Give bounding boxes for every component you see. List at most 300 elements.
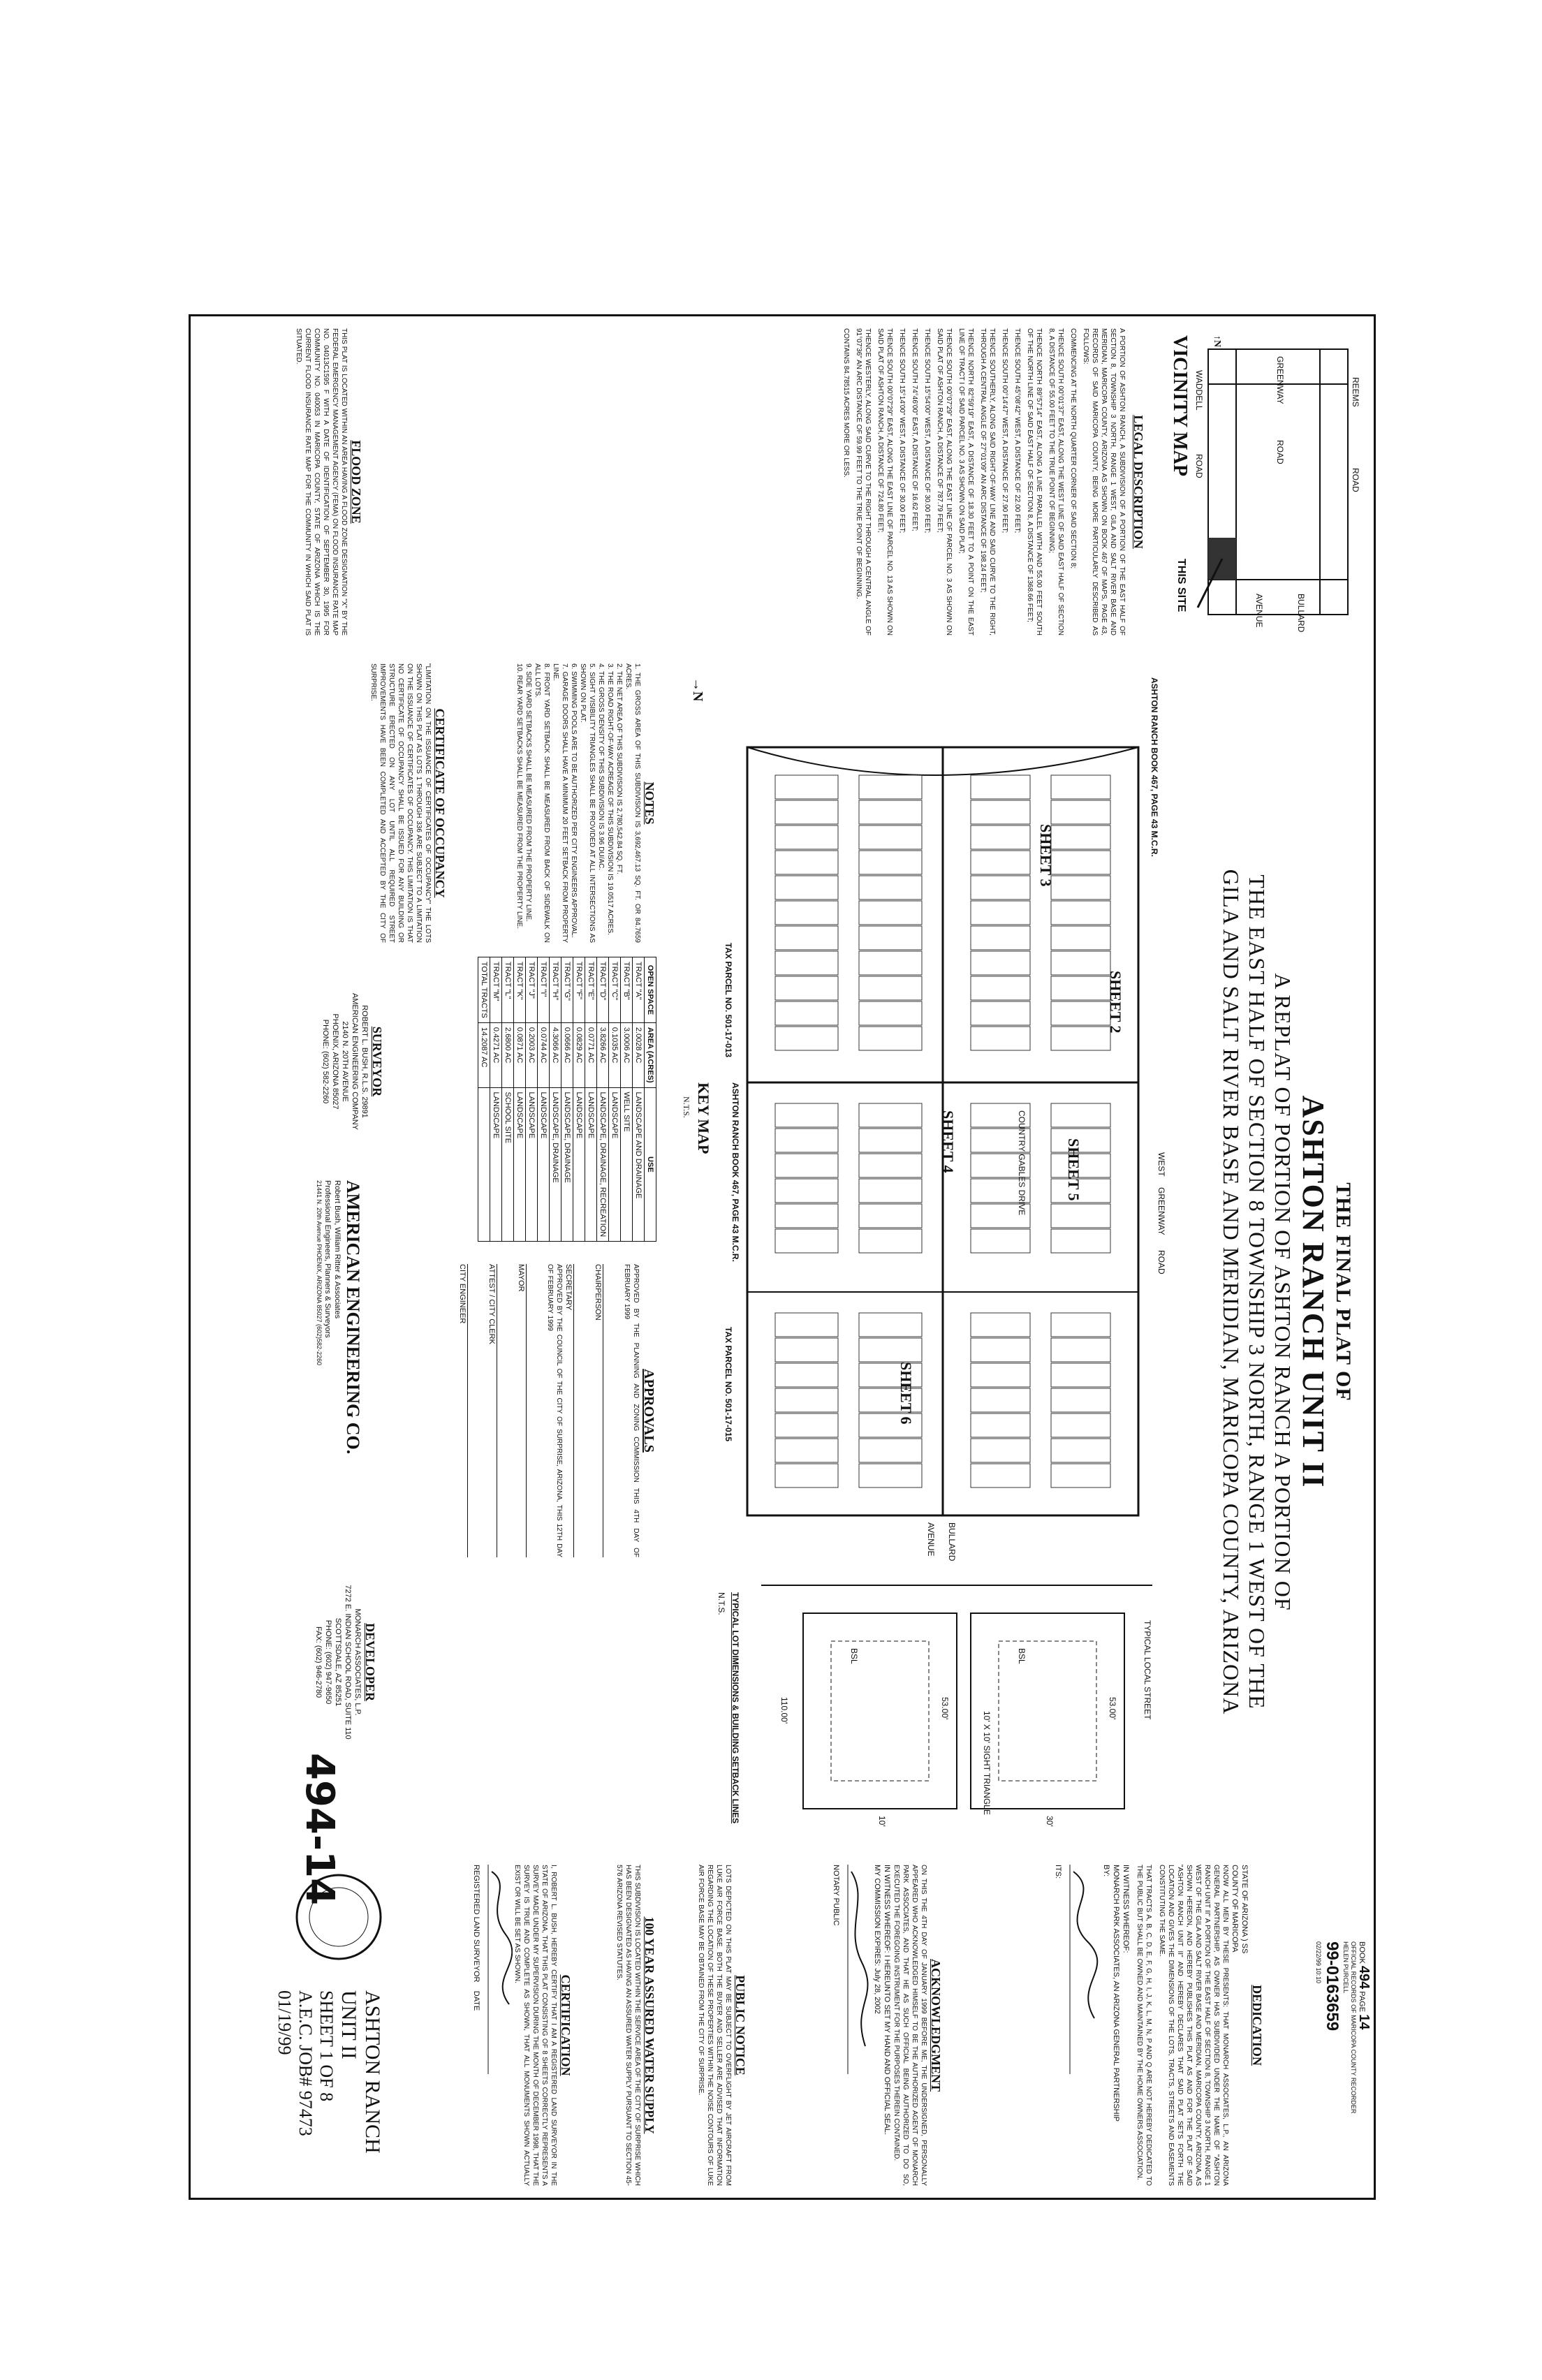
north-label: N xyxy=(1212,340,1222,348)
typical-lot-title: TYPICAL LOT DIMENSIONS & BUILDING SETBACK LINES xyxy=(730,1592,740,1824)
street-bullard: BULLARD xyxy=(947,1522,957,1562)
legal-paragraph: THENCE NORTH 89°57'14" EAST, ALONG A LINE PARALLEL WITH AND 55.00 FEET SOUTH OF THE NORTH LINE OF SAID EAST HALF OF SECTION 8, A DISTANCE OF 1368.66 FEET; xyxy=(1026,328,1043,636)
vicinity-map xyxy=(1152,328,1362,636)
table-cell: 0.4271 AC xyxy=(490,1022,502,1087)
typical-dim-3: 53.00' xyxy=(940,1697,950,1720)
vicinity-street-8: AVENUE xyxy=(1254,594,1264,628)
table-cell: 0.0744 AC xyxy=(538,1022,550,1087)
certification-title: CERTIFICATION xyxy=(559,1974,573,2076)
sheet-title-block xyxy=(274,1990,384,2186)
occupancy-text: "LIMITATION ON THE ISSUANCE OF CERTIFICATES OF OCCUPANCY" THE LOTS SHOWN ON THIS PLAT AS LOTS 1 THROUGH 336 ARE SUBJECT TO A LIMITATION ON THE ISSUANCE OF CERTIFICATES OF OCCUPANCY. THIS LIMITATION IS THAT NO CERTIFICATE OF OCCUPANCY SHALL BE ISSUED FOR ANY BUILDING OR STRUCTURE ERECTED ON ANY LOT UNTIL ALL REQUIRED STREET IMPROVEMENTS HAVE BEEN COMPLETED AND ACCEPTED BY THE CITY OF SURPRISE. xyxy=(369,663,432,943)
surveyor-title: SURVEYOR xyxy=(370,1026,384,1097)
lot-parcel xyxy=(775,1229,838,1253)
lot-parcel xyxy=(775,825,838,849)
surveyor-block xyxy=(321,957,384,1166)
typical-bsl-2: BSL xyxy=(849,1648,859,1664)
table-row xyxy=(573,957,585,1242)
table-cell: TRACT "C" xyxy=(609,957,621,1023)
lot-parcel xyxy=(971,1388,1030,1412)
lot-parcel xyxy=(1051,825,1110,849)
lot-parcel xyxy=(971,1338,1030,1362)
lot-parcel xyxy=(859,1439,922,1462)
note-item: 8. FRONT YARD SETBACK SHALL BE MEASURED FROM BACK OF SIDEWALK ON ALL LOTS. xyxy=(534,663,550,943)
recording-stamp: BOOK 494 PAGE 14 OFFICIAL RECORDS OF MARICOPA COUNTY RECORDER HELEN PURCELL 99-0163659 02/22/99 10:10 xyxy=(1314,1941,1369,2186)
sheet-label-6: SHEET 6 xyxy=(897,1362,915,1425)
table-row xyxy=(633,957,645,1242)
lot-parcel xyxy=(1051,1388,1110,1412)
lot-parcel xyxy=(971,851,1030,874)
approvals: APPROVALS APPROVED BY THE PLANNING AND ZONING COMMISSION THIS 4TH DAY OF FEBRUARY 1999 CHAIRPERSON SECRETARY APPROVED BY THE COUNCIL OF THE CITY OF SURPRISE, ARIZONA, THIS 12TH DAY OF FEBRUARY 1999 MAYOR ATTEST / CITY CLERK CITY ENGINEER xyxy=(458,1264,656,1557)
typical-bsl-1: BSL xyxy=(1017,1648,1027,1664)
registered-label: REGISTERED LAND SURVEYOR xyxy=(472,1865,480,1983)
acknowledgment xyxy=(831,1865,943,2186)
legal-paragraph: THENCE SOUTHERLY, ALONG SAID RIGHT-OF-WAY LINE AND SAID CURVE TO THE RIGHT, THROUGH A CENTRAL ANGLE OF 27°01'09" AN ARC DISTANCE OF 198.24 FEET; xyxy=(979,328,996,636)
lot-parcel xyxy=(1051,851,1110,874)
acknowledgment-text: ON THIS THE 4TH DAY OF JANUARY 1999 BEFORE ME, THE UNDERSIGNED, PERSONALLY APPEARED WHO ACKNOWLEDGED HIMSELF TO BE THE AUTHORIZED AGENT OF MONARCH PARK ASSOCIATES, AND THAT HE AS SUCH OFFICIAL BEING AUTHORIZED TO DO SO, EXECUTED THE FOREGOING INSTRUMENT FOR THE PURPOSES THEREIN CONTAINED. xyxy=(893,1865,927,2186)
lot-parcel xyxy=(1051,876,1110,899)
table-cell: TRACT "E" xyxy=(585,957,597,1023)
dedication-text: KNOW ALL MEN BY THESE PRESENTS: THAT MONARCH ASSOCIATES, L.P., AN ARIZONA GENERAL PARTNERSHIP, AS OWNER HAS SUBDIVIDED UNDER THE NAME OF "ASHTON RANCH UNIT II" A PORTION OF THE EAST HALF OF SECTION 8, TOWNSHIP 3 NORTH, RANGE 1 WEST OF THE GILA AND SALT RIVER BASE AND MERIDIAN, MARICOPA COUNTY, ARIZONA, AS SHOWN HEREON, AND HEREBY PUBLISHES THIS PLAT AS AND FOR THE PLAT OF SAID "ASHTON RANCH UNIT II" AND HEREBY DECLARES THAT SAID PLAT SETS FORTH THE LOCATION AND GIVES THE DIMENSIONS OF THE LOTS, TRACTS, STREETS AND EASEMENTS CONSTITUTING THE SAME. xyxy=(1158,1865,1229,2186)
note-item: 9. SIDE YARD SETBACKS SHALL BE MEASURED FROM THE PROPERTY LINE. xyxy=(524,663,532,922)
title-block-sheet: SHEET 1 OF 8 xyxy=(316,1990,337,2102)
dedication-county: COUNTY OF MARICOPA xyxy=(1231,1865,1239,1953)
table-header: AREA (ACRES) xyxy=(645,1022,656,1087)
secretary-label: SECRETARY xyxy=(564,1264,573,1311)
address-line: SCOTTSDALE, AZ 85251 xyxy=(334,1617,342,1707)
lot-parcel xyxy=(971,1413,1030,1437)
water-text: THIS SUBDIVISION IS LOCATED WITHIN THE SERVICE AREA OF THE CITY OF SURPRISE WHICH HAS BEEN DESIGNATED AS HAVING AN ASSURED WATER SUPPLY PURSUANT TO SECTION 45-576 ARIZONA REVISED STATUTES. xyxy=(615,1865,641,2186)
lot-parcel xyxy=(971,1439,1030,1462)
surveyor-signature xyxy=(485,1865,513,2074)
lot-parcel xyxy=(1051,1464,1110,1488)
table-cell: SCHOOL SITE xyxy=(502,1087,514,1242)
address-line: FAX: (602) 946-2780 xyxy=(314,1626,323,1698)
note-item: 1. THE GROSS AREA OF THIS SUBDIVISION IS 3,692,467.13 SQ. FT. OR 84.7659 ACRES. xyxy=(624,663,641,943)
lot-parcel xyxy=(775,926,838,950)
dedication-state: STATE OF ARIZONA xyxy=(1240,1865,1249,1937)
lot-parcel xyxy=(1051,926,1110,950)
lot-parcel xyxy=(859,951,922,975)
dedication-by: BY: xyxy=(1102,1865,1110,1877)
tax-parcel-right: TAX PARCEL NO. 501-17-015 xyxy=(724,1327,733,1442)
notes-title: NOTES xyxy=(642,781,656,825)
lot-parcel xyxy=(775,1204,838,1228)
lot-parcel xyxy=(859,926,922,950)
typical-lot-diagram xyxy=(663,1571,1166,1851)
lot-parcel xyxy=(859,1338,922,1362)
city-engineer-signature-line xyxy=(467,1264,487,1557)
lot-parcel xyxy=(1051,1338,1110,1362)
lot-parcel xyxy=(971,1229,1030,1253)
lot-parcel xyxy=(775,775,838,799)
lot-parcel xyxy=(859,775,922,799)
note-item: 7. GARAGE DOORS SHALL HAVE A MINIMUM 20 FEET SETBACK FROM PROPERTY LINE. xyxy=(552,663,568,943)
table-cell: LANDSCAPE xyxy=(514,1087,526,1242)
lot-parcel xyxy=(1051,1363,1110,1387)
lot-parcel xyxy=(859,876,922,899)
lot-parcel xyxy=(971,901,1030,925)
table-row xyxy=(490,957,502,1242)
vicinity-street-2: ROAD xyxy=(1351,468,1360,492)
street-road: ROAD xyxy=(1156,1250,1166,1275)
lot-parcel xyxy=(1051,976,1110,1000)
book-number: 494 xyxy=(1356,1965,1372,1990)
lot-parcel xyxy=(775,1439,838,1462)
developer-title: DEVELOPER xyxy=(363,1622,377,1702)
note-item: 4. THE GROSS DENSITY OF THIS SUBDIVISION IS 3.96 DU/AC. xyxy=(597,663,605,871)
commission-date: July 28, 2002 xyxy=(873,1968,881,2014)
lot-parcel xyxy=(859,901,922,925)
address-line: 7272 E. INDIAN SCHOOL ROAD, SUITE 110 xyxy=(344,1585,352,1740)
table-cell: TRACT "K" xyxy=(514,957,526,1023)
adjacent-bottom: ASHTON RANCH BOOK 467, PAGE 43 M.C.R. xyxy=(730,1082,740,1262)
address-line: PHONE: (602) 582-2260 xyxy=(321,1019,330,1104)
acknowledgment-witness: IN WITNESS WHEREOF: I HEREUNTO SET MY HAND AND OFFICIAL SEAL. xyxy=(883,1865,891,2136)
recording-recorder: HELEN PURCELL xyxy=(1342,1941,1349,1994)
vicinity-street-5: WADDELL xyxy=(1194,370,1204,411)
developer-block xyxy=(314,1557,377,1767)
lot-parcel xyxy=(775,1464,838,1488)
site-label: THIS SITE xyxy=(1175,559,1187,612)
book-label: BOOK xyxy=(1358,1941,1366,1964)
lot-parcel xyxy=(1051,775,1110,799)
table-cell: 2.0028 AC xyxy=(633,1022,645,1087)
sheet-label-4: SHEET 4 xyxy=(939,1110,957,1173)
lot-parcel xyxy=(971,1027,1030,1050)
table-cell: LANDSCAPE xyxy=(526,1087,538,1242)
mayor-signature-line xyxy=(526,1264,545,1557)
legal-paragraph: THENCE SOUTH 00°07'29" EAST, ALONG THE EAST LINE OF PARCEL NO. 13 AS SHOWN ON SAID PLAT OF ASHTON RANCH, A DISTANCE OF 724.80 FEET; xyxy=(876,328,893,636)
table-cell: WELL SITE xyxy=(621,1087,633,1242)
engineering-sub3: 21441 N. 20th Avenue PHOENIX, ARIZONA 85027 (602)582-2260 xyxy=(316,1180,323,1366)
acknowledgment-title: ACKNOWLEDGMENT xyxy=(929,1958,943,2092)
table-cell: LANDSCAPE xyxy=(490,1087,502,1242)
title-block xyxy=(1218,663,1355,1920)
lot-parcel xyxy=(859,1154,922,1177)
public-notice-text: LOTS DEPICTED ON THIS PLAT MAY BE SUBJECT TO OVERFLIGHT BY JET AIRCRAFT FROM LUKE AIR FORCE BASE. BOTH THE BUYER AND SELLER ARE ADVISED THAT INFORMATION REGARDING THE LOCATION OF THESE PROPERTIES WITHIN THE NOISE CONTOURS OF LUKE AIR FORCE BASE MAY BE OBTAINED FROM THE CITY OF SURPRISE. xyxy=(697,1865,732,2186)
note-item: 2. THE NET AREA OF THIS SUBDIVISION IS 2,780,542.84 SQ. FT. xyxy=(615,663,623,874)
notes xyxy=(515,663,656,943)
sheet-label-3: SHEET 3 xyxy=(1037,824,1055,887)
lot-parcel xyxy=(1051,1027,1110,1050)
lot-parcel xyxy=(971,1363,1030,1387)
engineering-name: AMERICAN ENGINEERING CO. xyxy=(343,1180,363,1455)
table-cell: TRACT "B" xyxy=(621,957,633,1023)
table-cell: 2.6800 AC xyxy=(502,1022,514,1087)
table-cell: TRACT "I" xyxy=(538,957,550,1023)
flood-text: THIS PLAT IS LOCATED WITHIN AN AREA HAVING A FLOOD ZONE DESIGNATION "X" BY THE FEDERAL EMERGENCY MANAGEMENT AGENCY (FEMA) ON FLOOD INSURANCE RATE MAP NO. 04013C1595 F WITH A DATE OF IDENTIFICATION OF SEPTEMBER 30, 1995 FOR COMMUNITY NO. 040053 IN MARICOPA COUNTY, STATE OF ARIZONA WHICH IS THE CURRENT FLOOD INSURANCE RATE MAP FOR THE COMMUNITY IN WHICH SAID PLAT IS SITUATED. xyxy=(295,328,348,636)
typical-lot-scale: N.T.S. xyxy=(717,1592,726,1615)
street-country-gables: COUNTRY GABLES DRIVE xyxy=(1017,1110,1027,1216)
key-map-title: KEY MAP xyxy=(695,1082,712,1154)
street-greenway: GREENWAY xyxy=(1156,1187,1166,1235)
lot-parcel xyxy=(859,1229,922,1253)
note-item: 3. THE ROAD RIGHT-OF-WAY ACREAGE OF THIS SUBDIVISION IS 19.0517 ACRES. xyxy=(606,663,614,935)
lot-parcel xyxy=(859,1464,922,1488)
lot-parcel xyxy=(775,976,838,1000)
open-space-grid xyxy=(478,957,656,1242)
lot-parcel xyxy=(1051,800,1110,824)
lot-parcel xyxy=(775,1001,838,1025)
vicinity-street-7: BULLARD xyxy=(1296,594,1306,633)
lot-parcel xyxy=(1051,1103,1110,1127)
lot-parcel xyxy=(775,1388,838,1412)
title-line-1: THE FINAL PLAT OF xyxy=(1332,1182,1355,1402)
lot-parcel xyxy=(775,800,838,824)
water-supply xyxy=(615,1865,656,2186)
sheet-label-5: SHEET 5 xyxy=(1065,1138,1082,1201)
table-row xyxy=(597,957,609,1242)
legal-paragraph: THENCE SOUTH 00°07'29" EAST, ALONG THE EAST LINE OF PARCEL NO. 3 AS SHOWN ON SAID PLAT OF ASHTON RANCH, A DISTANCE OF 787.79 FEET; xyxy=(936,328,953,636)
certification xyxy=(471,1865,573,2186)
table-row xyxy=(585,957,597,1242)
flood-title: FLOOD ZONE xyxy=(349,440,363,524)
lot-parcel xyxy=(775,851,838,874)
public-notice-title: PUBLIC NOTICE xyxy=(733,1975,747,2076)
vicinity-map-title: VICINITY MAP xyxy=(1169,335,1191,476)
typical-dim-4: 110.00' xyxy=(779,1697,789,1724)
title-block-name: ASHTON RANCH xyxy=(361,1990,384,2154)
title-line-4: THE EAST HALF OF SECTION 8 TOWNSHIP 3 NORTH, RANGE 1 WEST OF THE xyxy=(1244,874,1270,1710)
lot-parcel xyxy=(859,1129,922,1152)
engineering-sub2: Professional Engineers, Planners & Surveyors xyxy=(323,1180,332,1338)
approvals-line1: APPROVED BY THE PLANNING AND ZONING COMMISSION THIS 4TH DAY OF FEBRUARY 1999 xyxy=(623,1264,640,1557)
table-row xyxy=(526,957,538,1242)
table-row xyxy=(478,957,490,1242)
legal-title: LEGAL DESCRIPTION xyxy=(1131,415,1145,549)
table-cell: 0.0666 AC xyxy=(561,1022,573,1087)
lot-parcel xyxy=(971,926,1030,950)
table-cell: TRACT "G" xyxy=(561,957,573,1023)
lot-parcel xyxy=(859,1179,922,1203)
city-clerk-signature-line xyxy=(497,1264,516,1557)
sheet-label-2: SHEET 2 xyxy=(1107,971,1124,1034)
typical-dim-6: 10' X 10' SIGHT TRIANGLE xyxy=(982,1711,992,1815)
note-item: 5. SIGHT VISIBILITY TRIANGLES SHALL BE PROVIDED AT ALL INTERSECTIONS AS SHOWN ON PLAT. xyxy=(579,663,596,943)
adjacent-top: ASHTON RANCH BOOK 467, PAGE 43 M.C.R. xyxy=(1150,677,1159,857)
legal-paragraph: THENCE SOUTH 00°01'37" EAST, ALONG THE WEST LINE OF SAID EAST HALF OF SECTION 8, A DISTANCE OF 55.00 FEET TO THE TRUE POINT OF BEGINNING; xyxy=(1048,328,1064,636)
flood-zone xyxy=(294,328,363,636)
vicinity-street-4: ROAD xyxy=(1275,440,1285,464)
legal-paragraph: THENCE SOUTH 45°08'42" WEST, A DISTANCE OF 22.00 FEET; xyxy=(1013,328,1021,534)
certification-date-label: DATE xyxy=(472,1990,480,2011)
notary-label: NOTARY PUBLIC xyxy=(832,1865,840,1926)
lot-parcel xyxy=(859,1027,922,1050)
table-row xyxy=(514,957,526,1242)
title-block-job: A.E.C. JOB# 97473 xyxy=(295,1990,316,2136)
public-notice xyxy=(696,1865,747,2186)
certification-text: I, ROBERT L. BUSH, HEREBY CERTIFY THAT I AM A REGISTERED LAND SURVEYOR IN THE STATE OF ARIZONA, THAT THIS PLAT CONSISTING OF 8 SHEETS CORRECTLY REPRESENTS A SURVEY MADE UNDER MY SUPERVISION DURING THE MONTH OF DECEMBER 1998, THAT THE SURVEY IS TRUE AND COMPLETE AS SHOWN, THAT ALL MONUMENTS SHOWN ACTUALLY EXIST OR WILL BE SET AS SHOWN. xyxy=(513,1865,557,2186)
address-line: ROBERT L. BUSH, R.L.S. 29891 xyxy=(360,1005,369,1118)
dedication-its: ITS: xyxy=(1054,1865,1062,1879)
table-cell xyxy=(478,1087,490,1242)
legal-paragraph: THENCE SOUTH 74°46'00" EAST, A DISTANCE OF 16.62 FEET; xyxy=(911,328,918,531)
lot-parcel xyxy=(775,876,838,899)
handwritten-book-page: 494-14 xyxy=(297,1753,342,1906)
table-cell: 0.2003 AC xyxy=(526,1022,538,1087)
page-number: 14 xyxy=(1356,2014,1372,2030)
lot-parcel xyxy=(971,800,1030,824)
table-row xyxy=(502,957,514,1242)
table-row xyxy=(621,957,633,1242)
lot-parcel xyxy=(859,825,922,849)
title-line-3: A REPLAT OF PORTION OF ASHTON RANCH A PORTION OF xyxy=(1270,973,1295,1611)
recording-official: OFFICIAL RECORDS OF MARICOPA COUNTY RECORDER xyxy=(1350,1941,1357,2114)
lot-parcel xyxy=(775,1154,838,1177)
city-clerk-label: CITY CLERK xyxy=(487,1299,496,1344)
lot-parcel xyxy=(971,976,1030,1000)
table-cell: 0.0829 AC xyxy=(573,1022,585,1087)
legal-description xyxy=(838,328,1145,636)
table-cell: LANDSCAPE, DRAINAGE xyxy=(561,1087,573,1242)
city-engineer-label: CITY ENGINEER xyxy=(458,1264,467,1324)
dedication-company: MONARCH PARK ASSOCIATES, AN ARIZONA GENERAL PARTNERSHIP xyxy=(1112,1865,1120,2122)
tax-parcel-left: TAX PARCEL NO. 501-17-013 xyxy=(724,943,733,1058)
occupancy-title: CERTIFICATE OF OCCUPANCY xyxy=(433,708,447,898)
table-cell: TRACT "J" xyxy=(526,957,538,1023)
table-cell: LANDSCAPE, DRAINAGE, RECREATION xyxy=(597,1087,609,1242)
table-cell: LANDSCAPE, DRAINAGE xyxy=(550,1087,561,1242)
street-avenue: AVENUE xyxy=(926,1522,936,1557)
table-row xyxy=(609,957,621,1242)
lot-parcel xyxy=(775,1179,838,1203)
lot-parcel xyxy=(859,1103,922,1127)
chairperson-label: CHAIRPERSON xyxy=(594,1264,602,1321)
lot-parcel xyxy=(775,1129,838,1152)
address-line: MONARCH ASSOCIATES, L.P. xyxy=(353,1608,362,1716)
legal-paragraph: CONTAINS 84.78515 ACRES MORE OR LESS. xyxy=(842,328,850,478)
vicinity-street-6: ROAD xyxy=(1194,454,1204,478)
lot-parcel xyxy=(775,1363,838,1387)
lot-parcel xyxy=(971,1313,1030,1337)
lot-parcel xyxy=(775,951,838,975)
water-title: 100 YEAR ASSURED WATER SUPPLY xyxy=(642,1916,656,2134)
lot-parcel xyxy=(859,976,922,1000)
dedication-witness: IN WITNESS WHEREOF: xyxy=(1122,1865,1130,1953)
legal-paragraph: A PORTION OF ASHTON RANCH, A SUBDIVISION OF A PORTION OF THE EAST HALF OF SECTION 8, TOWNSHIP 3 NORTH, RANGE 1 WEST, GILA AND SALT RIVER BASE AND MERIDIAN, MARICOPA COUNTY, ARIZONA AS SHOWN ON BOOK 467 OF MAPS, PAGE 43, RECORDS OF SAID MARICOPA COUNTY, BEING MORE PARTICULARLY DESCRIBED AS FOLLOWS: xyxy=(1082,328,1126,636)
address-line: PHOENIX, ARIZONA 85027 xyxy=(331,1013,339,1110)
typical-dim-5: 10' xyxy=(877,1816,887,1827)
table-row xyxy=(538,957,550,1242)
lot-parcel xyxy=(775,1413,838,1437)
lot-parcel xyxy=(1051,1204,1110,1228)
lot-parcel xyxy=(971,1001,1030,1025)
lot-parcel xyxy=(971,876,1030,899)
plat-drawing xyxy=(189,314,1376,2200)
legal-paragraph: THENCE NORTH 82°59'19" EAST, A DISTANCE OF 18.30 FEET TO A POINT ON THE EAST LINE OF TRACT I OF SAID PARCEL NO. 3 AS SHOWN ON SAID PLAT; xyxy=(957,328,974,636)
lot-parcel xyxy=(859,851,922,874)
key-map-north-label: N xyxy=(690,691,705,702)
table-header: OPEN SPACE xyxy=(645,957,656,1023)
legal-paragraph: THENCE SOUTH 15°54'00" WEST, A DISTANCE OF 30.00 FEET; xyxy=(923,328,931,534)
title-block-date: 01/19/99 xyxy=(274,1990,295,2055)
lot-parcel xyxy=(859,1313,922,1337)
lot-parcel xyxy=(859,1204,922,1228)
dedication-text-2: THAT TRACTS A, B, C, D, E, F, G, H, I, J, K, L, M, N, P AND Q ARE NOT HEREBY DEDICATED TO THE PUBLIC BUT SHALL BE OWNED AND MAINTAINED BY THE HOME OWNERS ASSOCIATION. xyxy=(1136,1865,1152,2186)
key-map-scale: N.T.S. xyxy=(682,1096,691,1118)
table-cell: LANDSCAPE xyxy=(573,1087,585,1242)
title-line-2: ASHTON RANCH UNIT II xyxy=(1296,1095,1330,1489)
table-cell: 0.1035 AC xyxy=(609,1022,621,1087)
key-map xyxy=(663,663,1166,1562)
lot-parcel xyxy=(775,1338,838,1362)
address-line: PHONE: (602) 947-9650 xyxy=(324,1619,332,1705)
chairperson-signature-line xyxy=(603,1264,622,1557)
table-cell: LANDSCAPE xyxy=(585,1087,597,1242)
recording-datetime: 02/22/99 10:10 xyxy=(1315,1941,1322,1984)
dedication: DEDICATION STATE OF ARIZONA ) SS COUNTY OF MARICOPA KNOW ALL MEN BY THESE PRESENTS: THAT MONARCH ASSOCIATES, L.P., AN ARIZONA GENERAL PARTNERSHIP, AS OWNER HAS SUBDIVIDED UNDER THE NAME OF "ASHTON RANCH UNIT II" A PORTION OF THE EAST HALF OF SECTION 8, TOWNSHIP 3 NORTH, RANGE 1 WEST OF THE GILA AND SALT RIVER BASE AND MERIDIAN, MARICOPA COUNTY, ARIZONA, AS SHOWN HEREON, AND HEREBY PUBLISHES THIS PLAT AS AND FOR THE PLAT OF SAID "ASHTON RANCH UNIT II" AND HEREBY DECLARES THAT SAID PLAT SETS FORTH THE LOCATION AND GIVES THE DIMENSIONS OF THE LOTS, TRACTS, STREETS AND EASEMENTS CONSTITUTING THE SAME. THAT TRACTS A, B, C, D, E, F, G, H, I, J, K, L, M, N, P AND Q ARE NOT HEREBY DEDICATED TO THE PUBLIC BUT SHALL BE OWNED AND MAINTAINED BY THE HOME OWNERS ASSOCIATION. IN WITNESS WHEREOF: MONARCH PARK ASSOCIATES, AN ARIZONA GENERAL PARTNERSHIP BY: ITS: xyxy=(1054,1865,1264,2186)
typical-dim-2: 30' xyxy=(1045,1816,1055,1827)
engineering-block xyxy=(315,1180,363,1529)
lot-parcel xyxy=(775,1027,838,1050)
note-item: 10. REAR YARD SETBACKS SHALL BE MEASURED FROM THE PROPERTY LINE. xyxy=(515,663,523,929)
table-cell: TOTAL TRACTS xyxy=(478,957,490,1023)
title-block-unit: UNIT II xyxy=(337,1990,360,2059)
vicinity-street-1: REEMS xyxy=(1351,377,1360,407)
dedication-ss: SS xyxy=(1240,1943,1249,1954)
table-cell: TRACT "A" xyxy=(633,957,645,1023)
approvals-line2: APPROVED BY THE COUNCIL OF THE CITY OF SURPRISE, ARIZONA, THIS 12TH DAY OF FEBRUARY 1999 xyxy=(546,1264,563,1557)
table-cell: 14.2087 AC xyxy=(478,1022,490,1087)
table-cell: TRACT "D" xyxy=(597,957,609,1023)
legal-paragraph: COMMENCING AT THE NORTH QUARTER CORNER OF SAID SECTION 8; xyxy=(1069,328,1077,569)
lot-parcel xyxy=(859,800,922,824)
table-cell: TRACT "F" xyxy=(573,957,585,1023)
street-west: WEST xyxy=(1156,1152,1166,1177)
lot-parcel xyxy=(775,1313,838,1337)
lot-parcel xyxy=(1051,1439,1110,1462)
lot-parcel xyxy=(1051,1001,1110,1025)
note-item: 6. SWIMMING POOLS ARE TO BE AUTHORIZED PER CITY ENGINEERS APPROVAL. xyxy=(570,663,578,938)
table-row xyxy=(561,957,573,1242)
table-cell: LANDSCAPE xyxy=(538,1087,550,1242)
commission-label: MY COMMISSION EXPIRES: xyxy=(873,1865,881,1967)
key-map-north-icon: →N xyxy=(690,677,705,702)
lot-parcel xyxy=(859,1001,922,1025)
lot-parcel xyxy=(775,1103,838,1127)
lot-parcel xyxy=(1051,951,1110,975)
open-space-table xyxy=(478,957,656,1250)
lot-parcel xyxy=(971,1464,1030,1488)
typical-street-label: TYPICAL LOCAL STREET xyxy=(1143,1620,1152,1720)
secretary-signature-line xyxy=(573,1264,593,1557)
typical-lot-drawing xyxy=(747,1571,1166,1851)
table-cell: TRACT "M" xyxy=(490,957,502,1023)
table-cell: 3.8266 AC xyxy=(597,1022,609,1087)
table-cell: LANDSCAPE xyxy=(609,1087,621,1242)
lot-parcel xyxy=(971,775,1030,799)
approvals-title: APPROVALS xyxy=(641,1369,656,1453)
table-cell: LANDSCAPE AND DRAINAGE xyxy=(633,1087,645,1242)
engineering-sub1: Robert Bush, William Ritter & Associates xyxy=(333,1180,342,1319)
north-arrow-icon: ↑N xyxy=(1212,335,1222,348)
table-cell: 0.0871 AC xyxy=(514,1022,526,1087)
dedication-title: DEDICATION xyxy=(1250,1985,1264,2066)
table-cell: 4.3066 AC xyxy=(550,1022,561,1087)
vicinity-street-3: GREENWAY xyxy=(1275,356,1285,404)
table-header: USE xyxy=(645,1087,656,1242)
table-cell: 3.0006 AC xyxy=(621,1022,633,1087)
table-row xyxy=(550,957,561,1242)
owner-signature xyxy=(1066,1865,1101,2074)
table-cell: TRACT "L" xyxy=(502,957,514,1023)
address-line: 2140 N. 20TH AVENUE xyxy=(341,1021,349,1102)
title-line-5: GILA AND SALT RIVER BASE AND MERIDIAN, MARICOPA COUNTY, ARIZONA xyxy=(1219,869,1244,1715)
legal-paragraph: THENCE SOUTH 15°14'00" WEST, A DISTANCE OF 30.00 FEET; xyxy=(898,328,906,534)
legal-paragraph: THENCE SOUTH 00°14'47" WEST, A DISTANCE OF 27.90 FEET; xyxy=(1001,328,1008,534)
attest-label: ATTEST xyxy=(487,1264,496,1293)
address-line: AMERICAN ENGINEERING COMPANY xyxy=(351,993,359,1130)
